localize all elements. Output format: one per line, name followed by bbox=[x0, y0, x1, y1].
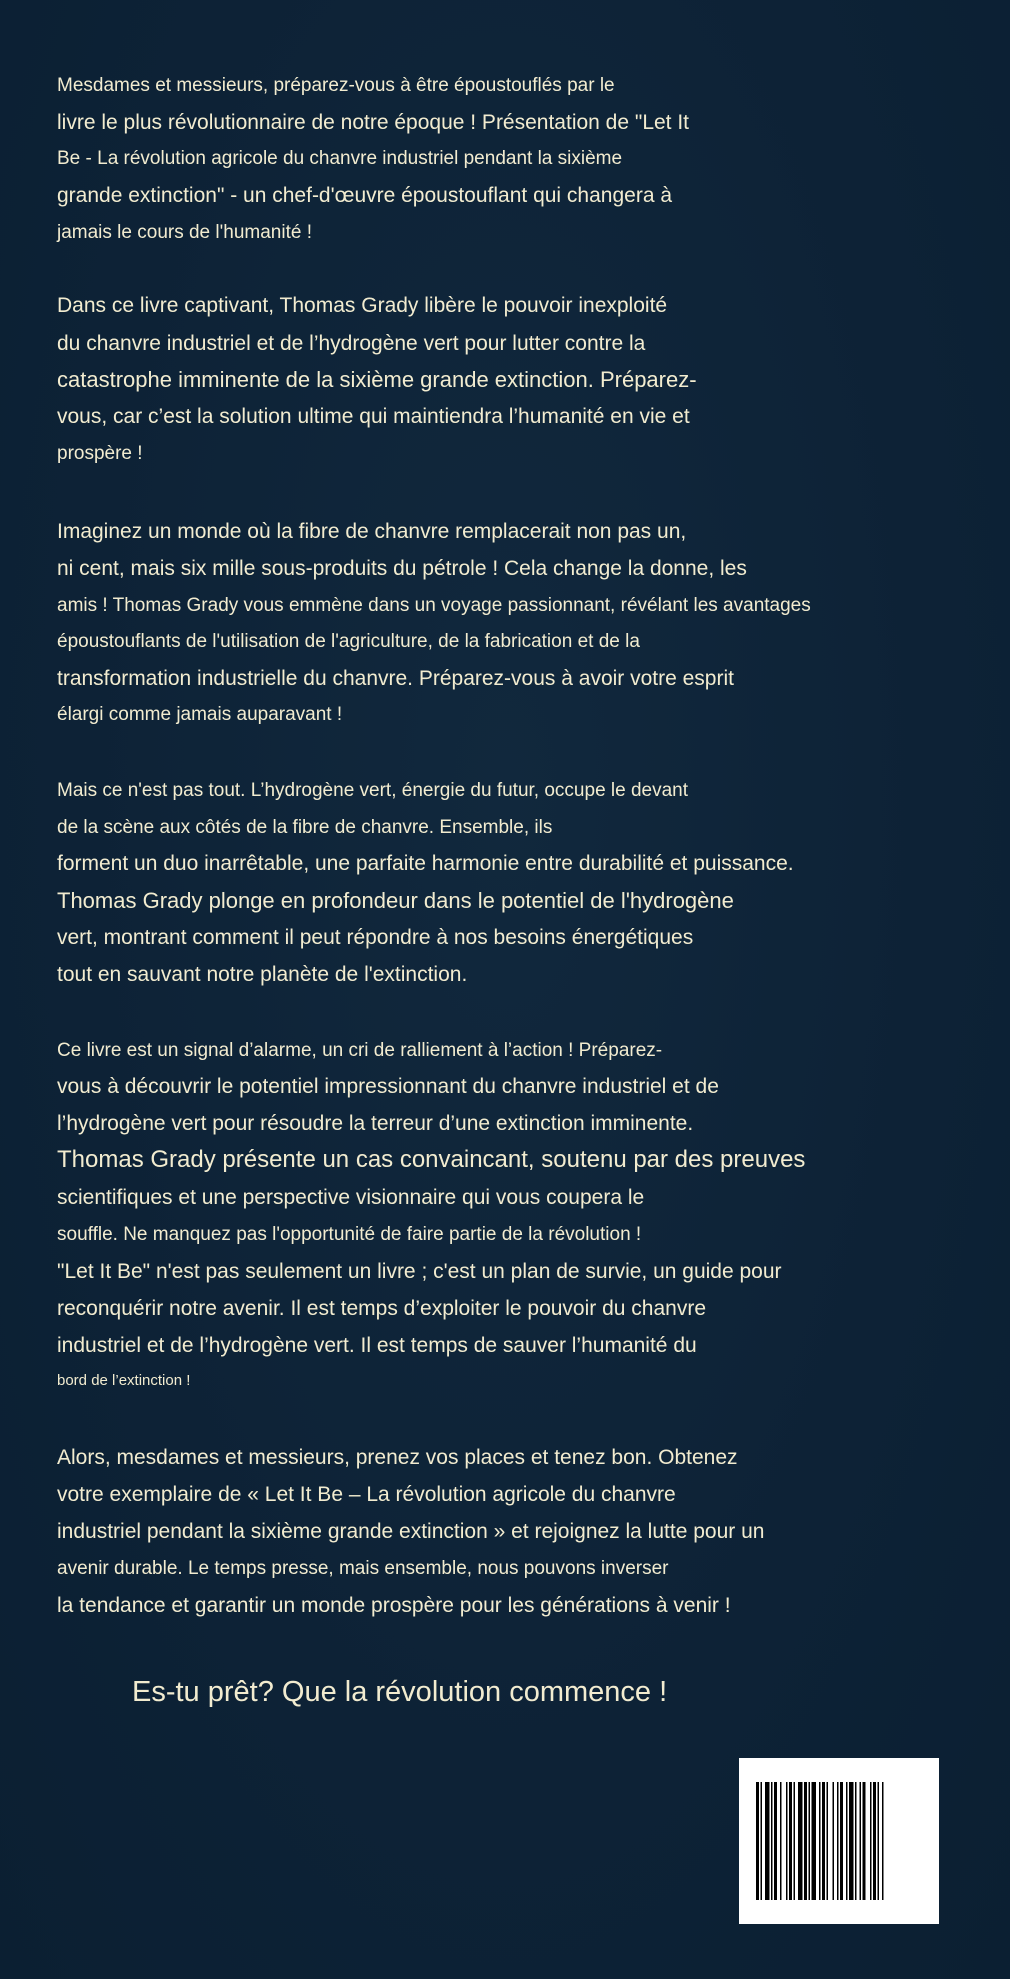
text-line: industriel pendant la sixième grande extinction » et rejoignez la lutte pour un bbox=[57, 1520, 765, 1543]
text-line: bord de l’extinction ! bbox=[57, 1372, 191, 1389]
text-line: ni cent, mais six mille sous-produits du pétrole ! Cela change la donne, les bbox=[57, 557, 747, 580]
text-line: tout en sauvant notre planète de l'extinction. bbox=[57, 963, 468, 986]
text-line: de la scène aux côtés de la fibre de chanvre. Ensemble, ils bbox=[57, 817, 553, 838]
text-line: amis ! Thomas Grady vous emmène dans un voyage passionnant, révélant les avantages bbox=[57, 595, 811, 616]
barcode-bar bbox=[860, 1782, 862, 1900]
barcode-bar bbox=[855, 1782, 857, 1900]
barcode-bar bbox=[846, 1782, 848, 1900]
barcode-bar bbox=[798, 1782, 803, 1900]
text-line: vert, montrant comment il peut répondre à nos besoins énergétiques bbox=[57, 926, 694, 949]
text-line: livre le plus révolutionnaire de notre époque ! Présentation de "Let It bbox=[57, 111, 690, 134]
closing-headline: Es-tu prêt? Que la révolution commence ! bbox=[132, 1676, 668, 1708]
text-line: scientifiques et une perspective visionnaire qui vous coupera le bbox=[57, 1186, 645, 1209]
text-line: souffle. Ne manquez pas l'opportunité de faire partie de la révolution ! bbox=[57, 1224, 642, 1245]
text-line: vous à découvrir le potentiel impressionnant du chanvre industriel et de bbox=[57, 1075, 719, 1098]
text-line: forment un duo inarrêtable, une parfaite harmonie entre durabilité et puissance. bbox=[57, 852, 794, 875]
text-line: Mais ce n'est pas tout. L’hydrogène vert, énergie du futur, occupe le devant bbox=[57, 780, 689, 801]
text-line: l’hydrogène vert pour résoudre la terreur d’une extinction imminente. bbox=[57, 1112, 694, 1135]
barcode-bar bbox=[819, 1782, 821, 1900]
barcode-bar bbox=[840, 1782, 843, 1900]
text-line: "Let It Be" n'est pas seulement un livre ; c'est un plan de survie, un guide pour bbox=[57, 1260, 782, 1283]
text-line: vous, car c’est la solution ultime qui maintiendra l’humanité en vie et bbox=[57, 405, 690, 428]
barcode-bar bbox=[780, 1782, 782, 1900]
barcode-bar bbox=[849, 1782, 854, 1900]
text-line: époustouflants de l'utilisation de l'agriculture, de la fabrication et de la bbox=[57, 631, 640, 652]
text-line: votre exemplaire de « Let It Be – La révolution agricole du chanvre bbox=[57, 1483, 676, 1506]
barcode-bar bbox=[822, 1782, 825, 1900]
text-line: Imaginez un monde où la fibre de chanvre remplacerait non pas un, bbox=[57, 520, 687, 543]
barcode-bar bbox=[837, 1782, 839, 1900]
barcode-bar bbox=[804, 1782, 807, 1900]
text-line: reconquérir notre avenir. Il est temps d’exploiter le pouvoir du chanvre bbox=[57, 1297, 707, 1320]
barcode-icon bbox=[756, 1782, 922, 1900]
text-line: jamais le cours de l'humanité ! bbox=[57, 222, 312, 243]
barcode-bar bbox=[786, 1782, 788, 1900]
text-line: Dans ce livre captivant, Thomas Grady libère le pouvoir inexploité bbox=[57, 294, 668, 317]
text-line: industriel et de l’hydrogène vert. Il est temps de sauver l’humanité du bbox=[57, 1334, 697, 1357]
barcode-bar bbox=[761, 1782, 763, 1900]
text-line: Ce livre est un signal d’alarme, un cri de ralliement à l’action ! Préparez- bbox=[57, 1040, 663, 1061]
text-line: du chanvre industriel et de l’hydrogène vert pour lutter contre la bbox=[57, 332, 646, 355]
barcode-bar bbox=[756, 1782, 759, 1900]
text-line: avenir durable. Le temps presse, mais ensemble, nous pouvons inverser bbox=[57, 1558, 669, 1579]
barcode-bar bbox=[809, 1782, 811, 1900]
barcode-bar bbox=[827, 1782, 829, 1900]
barcode-bar bbox=[873, 1782, 876, 1900]
text-line: Be - La révolution agricole du chanvre industriel pendant la sixième bbox=[57, 148, 623, 169]
text-line: Thomas Grady plonge en profondeur dans le potentiel de l'hydrogène bbox=[57, 888, 734, 913]
text-line: catastrophe imminente de la sixième grande extinction. Préparez- bbox=[57, 367, 697, 392]
barcode-bar bbox=[878, 1782, 880, 1900]
barcode-bar bbox=[794, 1782, 796, 1900]
text-line: la tendance et garantir un monde prospère pour les générations à venir ! bbox=[57, 1594, 731, 1617]
text-line: transformation industrielle du chanvre. Préparez-vous à avoir votre esprit bbox=[57, 667, 734, 690]
text-line: Thomas Grady présente un cas convaincant, soutenu par des preuves bbox=[57, 1146, 806, 1173]
text-line: grande extinction" - un chef-d'œuvre époustouflant qui changera à bbox=[57, 184, 673, 207]
text-line: Mesdames et messieurs, préparez-vous à être époustouflés par le bbox=[57, 75, 615, 96]
barcode-bar bbox=[774, 1782, 777, 1900]
text-line: élargi comme jamais auparavant ! bbox=[57, 704, 343, 725]
barcode-bar bbox=[863, 1782, 866, 1900]
barcode-bar bbox=[771, 1782, 773, 1900]
text-line: Alors, mesdames et messieurs, prenez vos places et tenez bon. Obtenez bbox=[57, 1446, 738, 1469]
barcode-bar bbox=[882, 1782, 884, 1900]
barcode-bar bbox=[765, 1782, 770, 1900]
text-line: prospère ! bbox=[57, 443, 143, 464]
barcode-bar bbox=[789, 1782, 792, 1900]
barcode-bar bbox=[833, 1782, 835, 1900]
barcode-bar bbox=[812, 1782, 817, 1900]
barcode-bar bbox=[870, 1782, 872, 1900]
barcode bbox=[739, 1758, 939, 1924]
